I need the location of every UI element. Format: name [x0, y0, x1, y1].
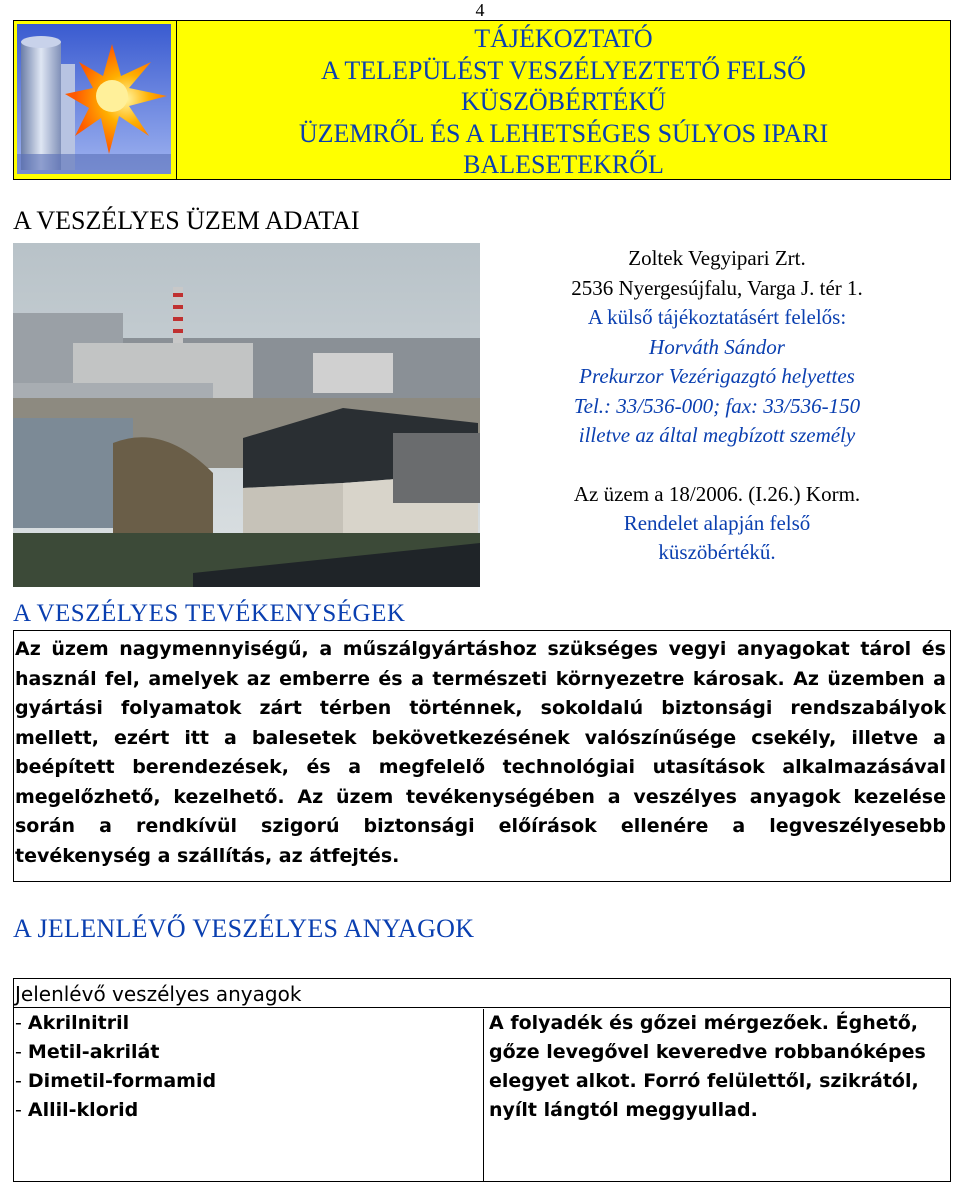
list-item: - Allil-klorid — [15, 1099, 139, 1121]
title-line: BALESETEKRŐL — [463, 150, 664, 179]
activities-heading: A VESZÉLYES TEVÉKENYSÉGEK — [13, 600, 406, 627]
plant-contact-info — [482, 244, 952, 451]
logo — [14, 21, 177, 179]
substance-hazard-description: A folyadék és gőzei mérgezőek. Éghető, gőze levegővel keveredve robbanóképes elegyet alkot. Forró felülettől, szikrától, nyílt lángtól meggyullad. — [489, 1012, 926, 1121]
company-name: Zoltek Vegyipari Zrt. — [628, 246, 806, 270]
substances-heading: A JELENLÉVŐ VESZÉLYES ANYAGOK — [13, 914, 475, 943]
title-line: ÜZEMRŐL ÉS A LEHETSÉGES SÚLYOS IPARI — [298, 118, 829, 148]
activities-text: Az üzem nagymennyiségű, a műszálgyártáshoz szükséges vegyi anyagokat tárol és használ fel, amelyek az emberre és a természeti környezetre károsak. Az üzemben a gyártási folyamatok zárt térben történnek, sokoldalú biztonsági rendszabályok mellett, ezért itt a balesetek bekövetkezésének valószínűsége csekély, illetve a beépített berendezések, és a megfelelő technológiai utasítások alkalmazásával megelőzhető, kezelhető. Az üzem tevékenységében a veszélyes anyagok kezelése során a rendkívül szigorú biztonsági előírások ellenére a legveszélyesebb tevékenység a szállítás, az átfejtés. — [13, 630, 951, 882]
responsible-name: Horváth Sándor — [649, 334, 785, 359]
regulation-line: Az üzem a 18/2006. (I.26.) Korm. — [573, 482, 861, 506]
list-item: - Akrilnitril — [15, 1012, 130, 1034]
substances-table — [13, 978, 951, 1182]
regulation-info — [482, 480, 952, 567]
phone-fax: Tel.: 33/536-000; fax: 33/536-150 — [573, 393, 861, 418]
substance-list — [14, 1009, 484, 1181]
header-title — [177, 21, 950, 181]
plant-data-heading: A VESZÉLYES ÜZEM ADATAI — [13, 206, 360, 235]
company-address: 2536 Nyergesújfalu, Varga J. tér 1. — [571, 275, 863, 300]
title-line: TÁJÉKOZTATÓ — [474, 24, 653, 53]
regulation-line: küszöbértékű. — [658, 540, 776, 564]
list-item: - Dimetil-formamid — [15, 1070, 217, 1092]
alt-contact: illetve az által megbízott személy — [578, 423, 856, 447]
page-number: 4 — [475, 0, 485, 20]
substances-table-header: Jelenlévő veszélyes anyagok — [14, 979, 950, 1008]
regulation-line: Rendelet alapján felső — [623, 511, 811, 535]
responsible-label: A külső tájékoztatásért felelős: — [587, 305, 847, 329]
factory-aerial-photo — [13, 243, 480, 587]
header-banner — [13, 20, 951, 180]
responsible-role: Prekurzor Vezérigazgtó helyettes — [579, 364, 855, 388]
title-line: A TELEPÜLÉST VESZÉLYEZTETŐ FELSŐ — [321, 55, 806, 85]
list-item: - Metil-akrilát — [15, 1041, 160, 1063]
industrial-explosion-logo-icon — [17, 24, 171, 174]
title-line: KÜSZÖBÉRTÉKŰ — [461, 87, 666, 116]
